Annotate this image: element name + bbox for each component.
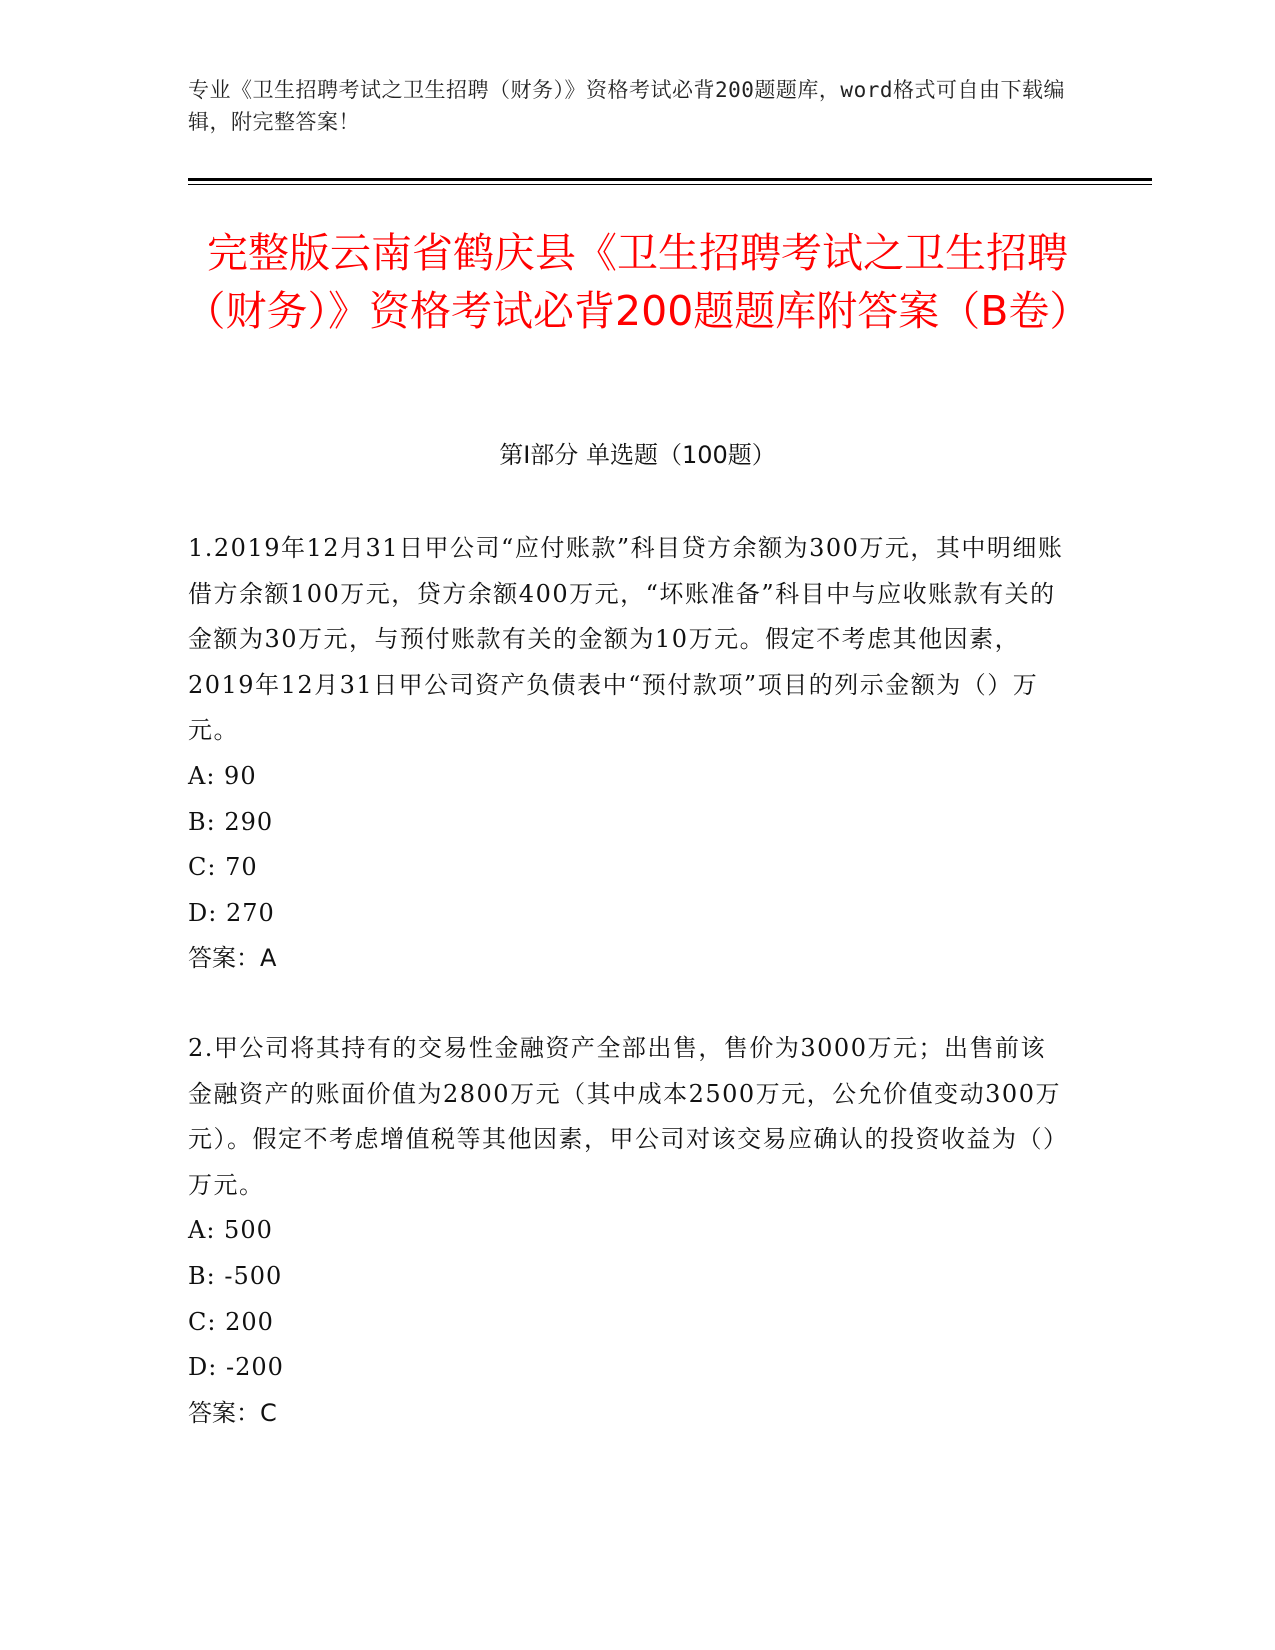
- question-stem: 1.2019年12月31日甲公司“应付账款”科目贷方余额为300万元，其中明细账借方余额100万元，贷方余额400万元，“坏账准备”科目中与应收账款有关的金额为30万元，与预付账款有关的金额为10万元。假定不考虑其他因素，2019年12月31日甲公司资产负债表中“预付款项”项目的列示金额为（）万元。: [188, 534, 1064, 745]
- question-2: [188, 1026, 1068, 1436]
- option-c: C: 70: [188, 853, 258, 882]
- option-a: A: 90: [188, 761, 257, 790]
- header-divider-thin: [188, 184, 1152, 185]
- option-a: A: 500: [188, 1216, 273, 1245]
- option-d: D: -200: [188, 1353, 284, 1382]
- document-title: 完整版云南省鹤庆县《卫生招聘考试之卫生招聘（财务）》资格考试必背200题题库附答案（B卷）: [184, 229, 1091, 335]
- answer-line: 答案：A: [188, 944, 277, 973]
- question-1: [188, 526, 1068, 982]
- section-heading: 第Ⅰ部分 单选题（100题）: [499, 441, 776, 469]
- header-divider-thick: [188, 178, 1152, 181]
- option-b: B: -500: [188, 1261, 283, 1290]
- option-d: D: 270: [188, 898, 275, 927]
- question-stem: 2.甲公司将其持有的交易性金融资产全部出售，售价为3000万元；出售前该金融资产的账面价值为2800万元（其中成本2500万元，公允价值变动300万元）。假定不考虑增值税等其他因素，甲公司对该交易应确认的投资收益为（）万元。: [188, 1034, 1061, 1199]
- header-note: 专业《卫生招聘考试之卫生招聘（财务）》资格考试必背200题题库，word格式可自由下载编辑，附完整答案！: [188, 78, 1065, 134]
- option-b: B: 290: [188, 807, 274, 836]
- option-c: C: 200: [188, 1307, 274, 1336]
- answer-line: 答案：C: [188, 1398, 277, 1427]
